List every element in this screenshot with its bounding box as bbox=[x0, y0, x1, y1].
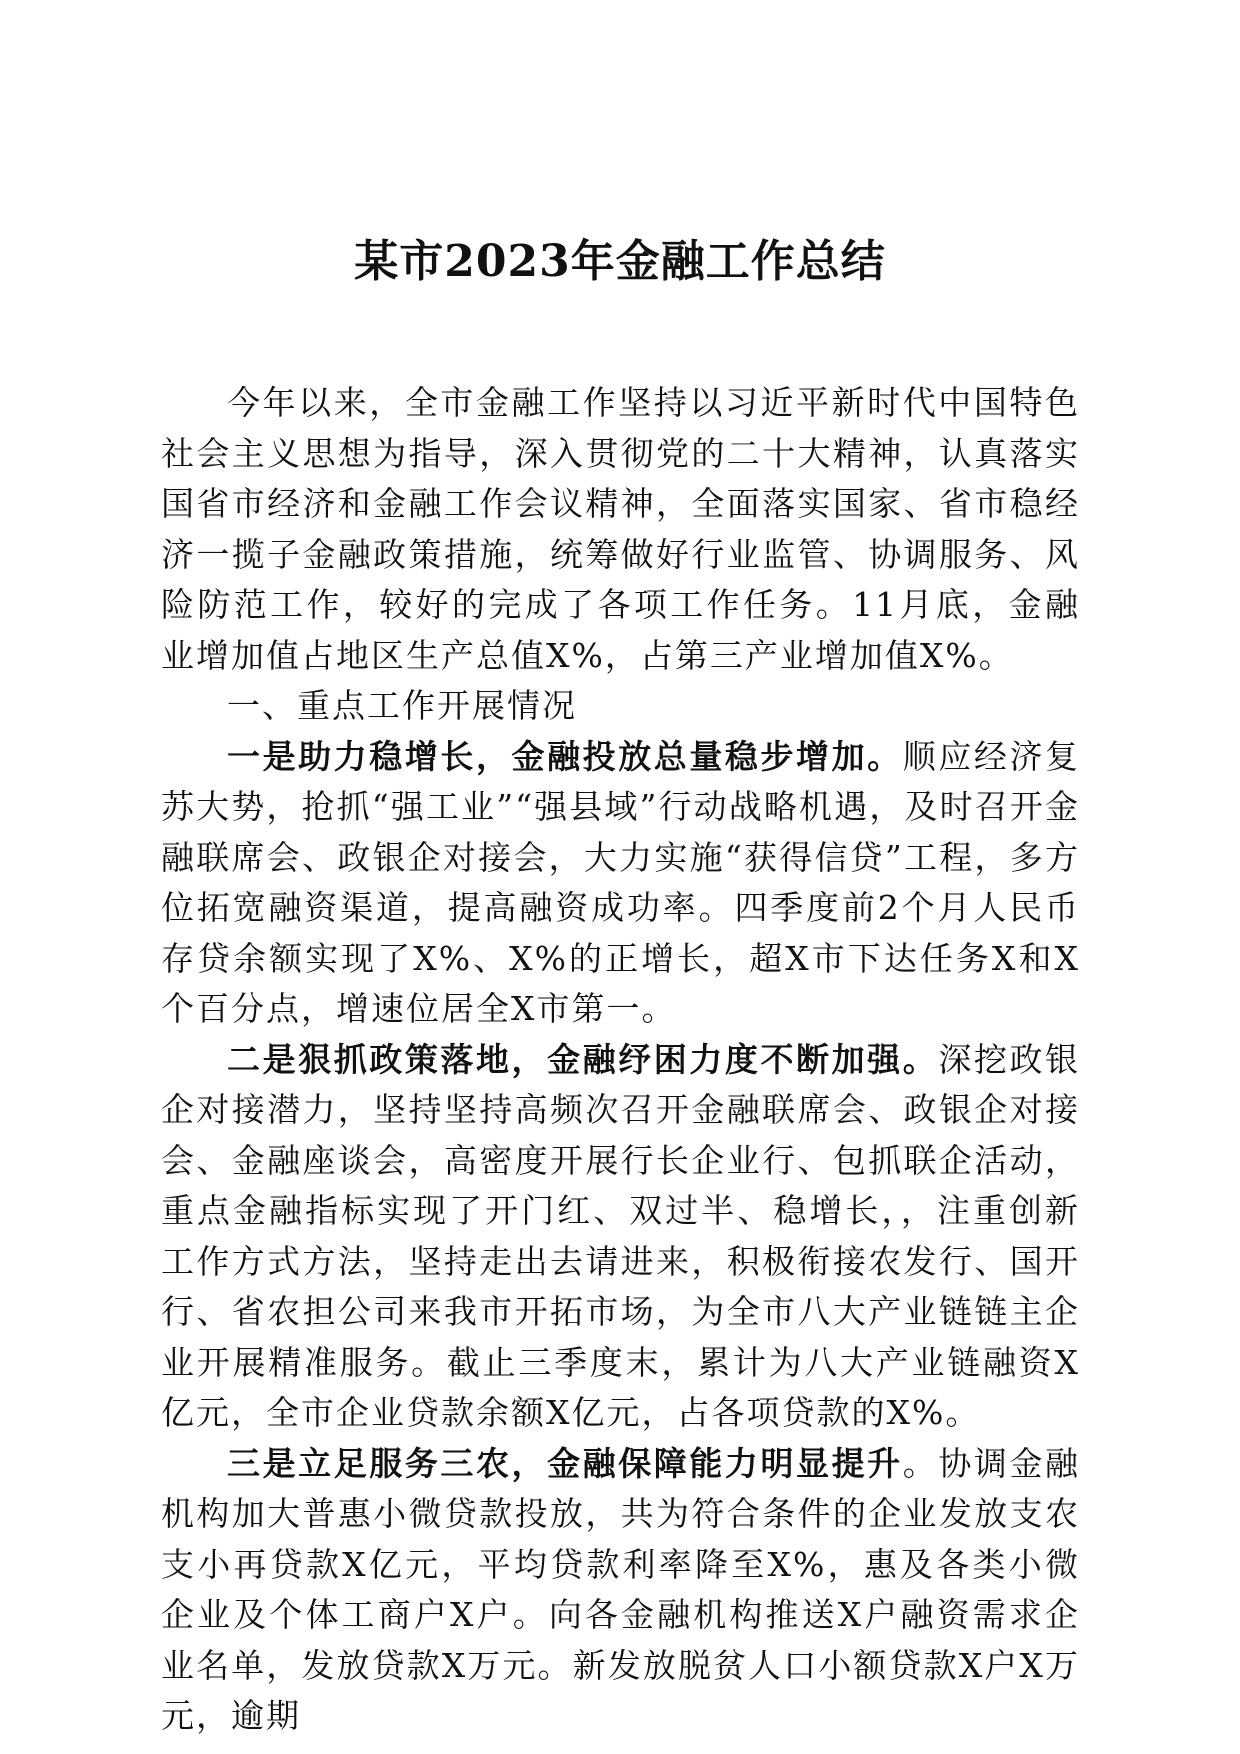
intro-paragraph: 今年以来，全市金融工作坚持以习近平新时代中国特色社会主义思想为指导，深入贯彻党的二十大精神，认真落实国省市经济和金融工作会议精神，全面落实国家、省市稳经济一揽子金融政策措施，统筹做好行业监管、协调服务、风险防范工作，较好的完成了各项工作任务。11月底，金融业增加值占地区生产总值X%，占第三产业增加值X%。 bbox=[161, 383, 1080, 675]
paragraph-1 bbox=[161, 732, 1080, 1035]
paragraph-1-text: 顺应经济复苏大势，抢抓“强工业”“强县域”行动战略机遇，及时召开金融联席会、政银企对接会，大力实施“获得信贷”工程，多方位拓宽融资渠道，提高融资成功率。四季度前2个月人民币存贷余额实现了X%、X%的正增长，超X市下达任务X和X个百分点，增速位居全X市第一。 bbox=[161, 736, 1081, 1028]
paragraph-2-lead: 二是狠抓政策落地，金融纾困力度不断加强。 bbox=[227, 1039, 939, 1079]
document-title: 某市2023年金融工作总结 bbox=[354, 236, 886, 287]
paragraph-2 bbox=[161, 1035, 1080, 1439]
paragraph-1-lead: 一是助力稳增长，金融投放总量稳步增加。 bbox=[227, 736, 903, 776]
paragraph-3-lead: 三是立足服务三农，金融保障能力明显提升 bbox=[227, 1443, 903, 1483]
section-heading: 一、重点工作开展情况 bbox=[227, 686, 577, 725]
paragraph-3 bbox=[161, 1439, 1080, 1742]
document-body bbox=[161, 378, 1080, 1742]
paragraph-3-text: 。协调金融机构加大普惠小微贷款投放，共为符合条件的企业发放支农支小再贷款X亿元，平均贷款利率降至X%，惠及各类小微企业及个体工商户X户。向各金融机构推送X户融资需求企业名单，发放贷款X万元。新发放脱贫人口小额贷款X户X万元，逾期 bbox=[161, 1443, 1081, 1735]
paragraph-2-text: 深挖政银企对接潜力，坚持坚持高频次召开金融联席会、政银企对接会、金融座谈会，高密度开展行长企业行、包抓联企活动，重点金融指标实现了开门红、双过半、稳增长，，注重创新工作方式方法，坚持走出去请进来，积极衔接农发行、国开行、省农担公司来我市开拓市场，为全市八大产业链链主企业开展精准服务。截止三季度末，累计为八大产业链融资X亿元，全市企业贷款余额X亿元，占各项贷款的X%。 bbox=[161, 1039, 1081, 1432]
